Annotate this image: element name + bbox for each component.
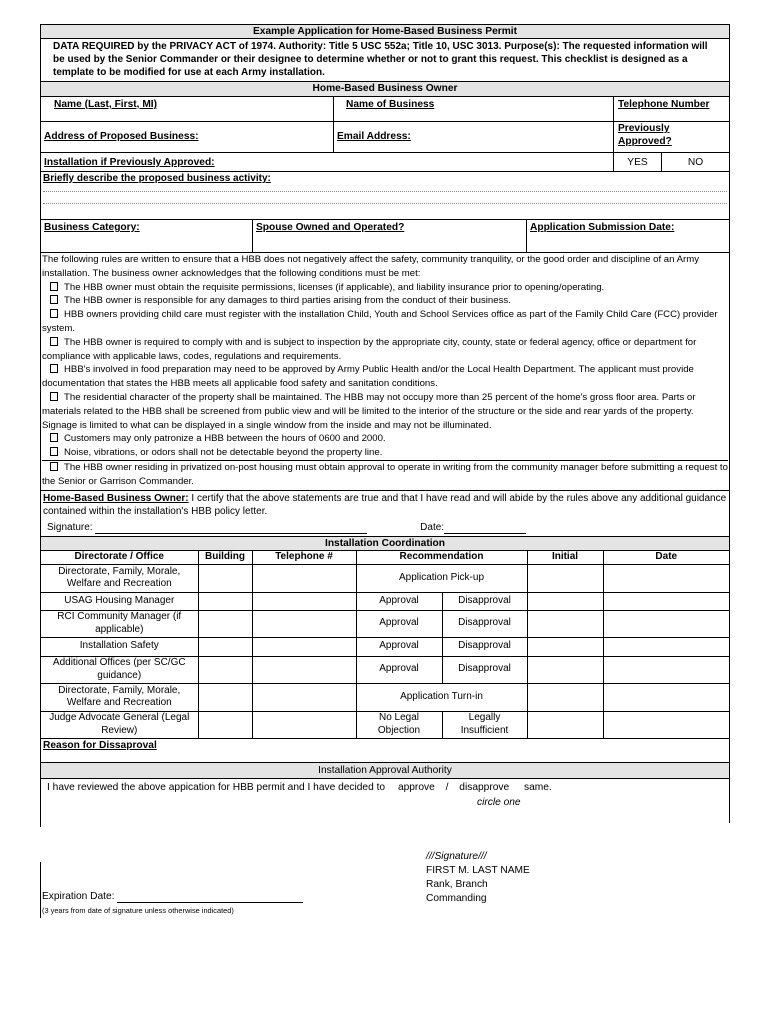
- slash-separator: /: [445, 781, 449, 793]
- signer-name: FIRST M. LAST NAME: [426, 865, 530, 876]
- table-header-row: [41, 550, 729, 564]
- table-row: [41, 637, 729, 656]
- approval-statement: I have reviewed the above appication for HBB permit and I have decided to: [47, 781, 386, 793]
- signature-label: Signature:: [47, 521, 93, 533]
- reason-label: Reason for Dissaproval: [43, 739, 157, 751]
- initial-cell[interactable]: [527, 637, 603, 656]
- rule-item: [42, 432, 728, 446]
- office-cell: RCI Community Manager (if applicable): [41, 610, 198, 637]
- table-row: [41, 683, 729, 711]
- office-cell: Directorate, Family, Morale, Welfare and Recreation: [41, 683, 198, 711]
- approval-option[interactable]: Approval: [356, 592, 442, 610]
- building-cell[interactable]: [198, 637, 252, 656]
- coordination-title: Installation Coordination: [41, 537, 729, 550]
- approve-option[interactable]: approve: [397, 781, 435, 793]
- office-cell: Additional Offices (per SC/GC guidance): [41, 656, 198, 683]
- rule-item: [42, 281, 728, 295]
- table-row: [41, 610, 729, 637]
- telephone-label: Telephone Number: [613, 97, 729, 121]
- rule-text: The HBB owner is responsible for any damages to third parties arising from the conduct of their business.: [64, 295, 511, 307]
- rule-item: [42, 460, 728, 489]
- office-cell: Directorate, Family, Morale, Welfare and Recreation: [41, 564, 198, 592]
- date-cell[interactable]: [603, 610, 729, 637]
- no-option[interactable]: NO: [661, 153, 729, 171]
- telephone-cell[interactable]: [252, 656, 356, 683]
- telephone-cell[interactable]: [252, 610, 356, 637]
- name-label: Name (Last, First, MI): [54, 99, 158, 110]
- telephone-cell[interactable]: [252, 564, 356, 592]
- initial-cell[interactable]: [527, 711, 603, 738]
- header-building: Building: [198, 550, 252, 564]
- telephone-cell[interactable]: [252, 683, 356, 711]
- expiration-block: [42, 890, 303, 916]
- approval-option[interactable]: Approval: [356, 610, 442, 637]
- checkbox-icon[interactable]: [50, 433, 58, 442]
- approval-option[interactable]: Approval: [356, 637, 442, 656]
- certify-label: Home-Based Business Owner:: [43, 492, 189, 504]
- rule-text: HBB's involved in food preparation may need to be approved by Army Public Health and/or the Local Health Department. The applicant must provide documentation that states the HBB meets all applicable food safety and sanitation conditions.: [42, 364, 694, 390]
- frame-edge-left-lower: [40, 862, 41, 918]
- expiration-label: Expiration Date:: [42, 891, 115, 902]
- checkbox-icon[interactable]: [50, 309, 58, 318]
- privacy-act-statement: DATA REQUIRED by the PRIVACY ACT of 1974. Authority: Title 5 USC 552a; Title 10, USC 3013. Purpose(s): The requested information will be used by the Senior Commander or their designee to determine whether or not to grant this request. This checklist is designed as a template to be modified for use at each Army installation.: [41, 39, 729, 82]
- disapproval-option[interactable]: Disapproval: [442, 637, 527, 656]
- rule-text: Noise, vibrations, or odors shall not be detectable beyond the property line.: [64, 447, 383, 459]
- signer-rank: Rank, Branch: [426, 879, 488, 890]
- category-row: [41, 220, 729, 253]
- no-legal-objection-option[interactable]: No Legal Objection: [356, 711, 442, 738]
- checkbox-icon[interactable]: [50, 295, 58, 304]
- date-cell[interactable]: [603, 656, 729, 683]
- activity-block: [41, 172, 729, 220]
- header-recommendation: Recommendation: [356, 550, 527, 564]
- telephone-cell[interactable]: [252, 711, 356, 738]
- building-cell[interactable]: [198, 592, 252, 610]
- rules-intro: The following rules are written to ensure that a HBB does not negatively affect the safety, community tranquility, or the good order and discipline of an Army installation. The business owner acknowledges that the following conditions must be met:: [42, 254, 699, 279]
- activity-label: Briefly describe the proposed business activity:: [43, 173, 271, 184]
- table-row: [41, 564, 729, 592]
- rule-text: Customers may only patronize a HBB between the hours of 0600 and 2000.: [64, 433, 386, 445]
- checkbox-icon[interactable]: [50, 447, 58, 456]
- address-label: Address of Proposed Business:: [44, 131, 199, 142]
- circle-one-note: circle one: [477, 796, 521, 808]
- rule-item: [42, 446, 728, 460]
- table-row: [41, 656, 729, 683]
- checkbox-icon[interactable]: [50, 364, 58, 373]
- approval-option[interactable]: Approval: [356, 656, 442, 683]
- signer-title: Commanding: [426, 893, 487, 904]
- rule-text: The HBB owner is required to comply with and is subject to inspection by the appropriate city, county, state or federal agency, office or department for compliance with applicable laws, codes, regulations and requirements.: [42, 336, 697, 362]
- header-initial: Initial: [527, 550, 603, 564]
- email-label: Email Address:: [333, 122, 613, 152]
- rule-text: The HBB owner residing in privatized on-post housing must obtain approval to operate in writing from the community manager before submitting a request to the Senior or Garrison Commander.: [42, 461, 728, 487]
- rule-item: [42, 391, 728, 432]
- date-label: Date:: [420, 521, 445, 533]
- coordination-table: [41, 550, 729, 739]
- checkbox-icon[interactable]: [50, 282, 58, 291]
- header-date: Date: [603, 550, 729, 564]
- certification-statement: [43, 492, 727, 518]
- rule-item: [42, 336, 728, 364]
- table-row: [41, 711, 729, 738]
- reason-block: [41, 739, 729, 763]
- rule-text: HBB owners providing child care must register with the installation Child, Youth and School Services office as part of the Family Child Care (FCC) provider system.: [42, 309, 718, 334]
- date-cell[interactable]: [603, 592, 729, 610]
- disapproval-option[interactable]: Disapproval: [442, 610, 527, 637]
- building-cell[interactable]: [198, 656, 252, 683]
- checkbox-icon[interactable]: [50, 462, 58, 471]
- initial-cell[interactable]: [527, 683, 603, 711]
- rule-item: [42, 294, 728, 308]
- initial-cell[interactable]: [527, 656, 603, 683]
- rules-block: [41, 253, 729, 491]
- yes-option[interactable]: YES: [613, 153, 661, 171]
- certification-block: [41, 491, 729, 537]
- checkbox-icon[interactable]: [50, 337, 58, 346]
- signature-line: [43, 518, 727, 535]
- commander-signature-block: [426, 850, 530, 906]
- legally-insufficient-option[interactable]: Legally Insufficient: [442, 711, 527, 738]
- disapproval-option[interactable]: Disapproval: [442, 656, 527, 683]
- permit-form: [40, 24, 730, 823]
- approval-authority-title: Installation Approval Authority: [41, 763, 729, 779]
- recommendation-cell: Application Pick-up: [356, 564, 527, 592]
- activity-line-1[interactable]: [43, 191, 727, 192]
- expiration-note: (3 years from date of signature unless otherwise indicated): [42, 906, 234, 916]
- certify-text: I certify that the above statements are true and that I have read and will abide by the rules above any additional guidance contained within the installation's HBB policy letter.: [43, 492, 727, 517]
- date-cell[interactable]: [603, 711, 729, 738]
- telephone-cell[interactable]: [252, 637, 356, 656]
- initial-cell[interactable]: [527, 564, 603, 592]
- building-cell[interactable]: [198, 683, 252, 711]
- activity-line-2[interactable]: [43, 203, 727, 204]
- building-cell[interactable]: [198, 711, 252, 738]
- installation-row: [41, 153, 729, 172]
- submission-date-label: Application Submission Date:: [526, 220, 729, 252]
- office-cell: Installation Safety: [41, 637, 198, 656]
- rule-text: The HBB owner must obtain the requisite permissions, licenses (if applicable), and liability insurance prior to opening/operating.: [64, 281, 605, 293]
- owner-name-row: [41, 97, 729, 122]
- checkbox-icon[interactable]: [50, 392, 58, 401]
- same-text: same.: [523, 781, 552, 793]
- rule-text: The residential character of the property shall be maintained. The HBB may not occupy more than 25 percent of the home's gross floor area. Parts or materials related to the HBB shall be screened from public view and will be limited to the interior of the structure or the side and rear yards of the property. Signage is limited to what can be displayed in a single window from the inside and may not be illuminated.: [42, 391, 696, 431]
- rule-item: [42, 308, 728, 336]
- disapproval-option[interactable]: Disapproval: [442, 592, 527, 610]
- initial-cell[interactable]: [527, 610, 603, 637]
- installation-label: Installation if Previously Approved:: [44, 157, 215, 168]
- business-category-label: Business Category:: [44, 222, 140, 233]
- signature-field[interactable]: [95, 533, 367, 534]
- frame-edge-left: [40, 805, 41, 827]
- header-telephone: Telephone #: [252, 550, 356, 564]
- date-cell[interactable]: [603, 683, 729, 711]
- owner-section-title: Home-Based Business Owner: [41, 82, 729, 97]
- building-cell[interactable]: [198, 564, 252, 592]
- signature-placeholder: ///Signature///: [426, 851, 487, 862]
- spouse-owned-label: Spouse Owned and Operated?: [252, 220, 526, 252]
- owner-address-row: [41, 122, 729, 153]
- initial-cell[interactable]: [527, 592, 603, 610]
- date-cell[interactable]: [603, 564, 729, 592]
- date-field[interactable]: [444, 533, 526, 534]
- approval-statement-block: [41, 779, 729, 823]
- header-office: Directorate / Office: [41, 550, 198, 564]
- table-row: [41, 592, 729, 610]
- recommendation-cell: Application Turn-in: [356, 683, 527, 711]
- date-cell[interactable]: [603, 637, 729, 656]
- office-cell: USAG Housing Manager: [41, 592, 198, 610]
- previously-approved-label: Previously Approved?: [613, 122, 729, 152]
- expiration-field[interactable]: [117, 902, 303, 903]
- form-title: Example Application for Home-Based Business Permit: [41, 25, 729, 39]
- office-cell: Judge Advocate General (Legal Review): [41, 711, 198, 738]
- building-cell[interactable]: [198, 610, 252, 637]
- rule-item: [42, 363, 728, 391]
- disapprove-option[interactable]: disapprove: [459, 781, 510, 793]
- telephone-cell[interactable]: [252, 592, 356, 610]
- business-name-label: Name of Business: [333, 97, 613, 121]
